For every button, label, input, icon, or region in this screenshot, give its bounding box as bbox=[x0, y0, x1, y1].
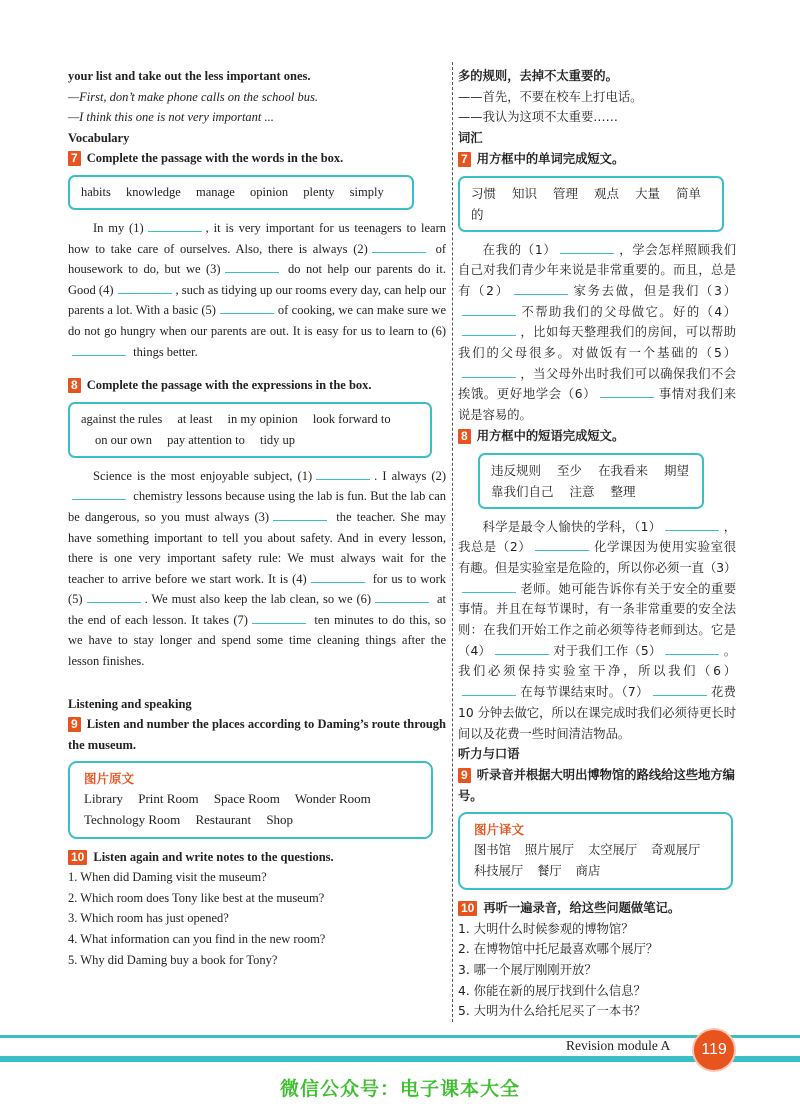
question-item: 1. 大明什么时候参观的博物馆？ bbox=[458, 921, 634, 936]
exercise-10-instruction: 10 Listen again and write notes to the questions. bbox=[68, 847, 446, 868]
word-item: simply bbox=[349, 184, 384, 199]
answer-blank[interactable] bbox=[462, 322, 516, 336]
exercise-9-instruction: 9 Listen and number the places according to Daming’s route through the museum. bbox=[68, 717, 446, 752]
answer-blank[interactable] bbox=[653, 682, 707, 696]
word-item: 简单的 bbox=[471, 185, 702, 222]
intro-line: 多的规则，去掉不太重要的。 bbox=[458, 69, 618, 83]
place-item: Wonder Room bbox=[294, 791, 371, 807]
exercise-number-badge: 9 bbox=[458, 768, 471, 783]
word-item: 大量 bbox=[635, 185, 661, 201]
expression-item: 期望 bbox=[664, 462, 690, 478]
expression-box bbox=[478, 453, 704, 509]
place-item: 商店 bbox=[575, 864, 601, 879]
answer-blank[interactable] bbox=[252, 610, 306, 624]
answer-blank[interactable] bbox=[600, 384, 654, 398]
question-item: 4. 你能在新的展厅找到什么信息？ bbox=[458, 983, 646, 998]
footer-rule bbox=[0, 1035, 800, 1038]
word-item: habits bbox=[81, 184, 111, 199]
expression-item: 至少 bbox=[557, 462, 583, 478]
vocabulary-heading: Vocabulary bbox=[68, 130, 130, 145]
answer-blank[interactable] bbox=[273, 507, 327, 521]
place-item: 太空展厅 bbox=[587, 843, 638, 858]
expression-item: 注意 bbox=[569, 483, 595, 499]
place-item: 图书馆 bbox=[474, 843, 511, 858]
expression-item: 违反规则 bbox=[491, 462, 542, 478]
exercise-7-instruction: 7 Complete the passage with the words in the box. bbox=[68, 148, 446, 169]
place-item: 餐厅 bbox=[537, 864, 562, 879]
expression-item: 在我看来 bbox=[598, 462, 649, 478]
exercise-10-instruction: 10 再听一遍录音，给这些问题做笔记。 bbox=[458, 898, 736, 919]
watermark-text: 微信公众号：电子课本大全 bbox=[279, 1078, 520, 1100]
exercise-7-passage: 在我的（1） ，学会怎样照顾我们自己对我们青少年来说是非常重要的。而且，总是有（2） 家务去做，但是我们（3）不帮助我们的父母做它。好的（4），比如每天整理我们的房间，可以帮助我们的父母很多。对做饭有一个基础的（5），当父母外出时我们可以确保我们不会挨饿。更好地学会（6） 事情对我们来说是容易的。 bbox=[458, 240, 736, 426]
intro-line: your list and take out the less important ones. bbox=[68, 69, 311, 83]
place-item: 奇观展厅 bbox=[651, 843, 701, 858]
word-item: knowledge bbox=[125, 184, 181, 199]
answer-blank[interactable] bbox=[316, 466, 370, 480]
listening-heading: Listening and speaking bbox=[68, 696, 192, 711]
place-item: Space Room bbox=[213, 791, 280, 807]
module-label: Revision module A bbox=[566, 1038, 671, 1053]
question-item: 1. When did Daming visit the museum? bbox=[68, 870, 267, 885]
question-item: 2. 在博物馆中托尼最喜欢哪个展厅？ bbox=[458, 942, 659, 957]
answer-blank[interactable] bbox=[72, 486, 126, 500]
place-item: Print Room bbox=[138, 791, 199, 807]
column-divider bbox=[452, 62, 453, 1022]
place-item: Shop bbox=[266, 812, 294, 828]
intro-line: —I think this one is not very important ... bbox=[68, 110, 274, 125]
listening-heading: 听力与口语 bbox=[458, 747, 520, 762]
answer-blank[interactable] bbox=[560, 240, 614, 254]
answer-blank[interactable] bbox=[665, 641, 719, 655]
place-item: 照片展厅 bbox=[524, 843, 575, 858]
place-item: 科技展厅 bbox=[474, 864, 524, 879]
intro-line: ——我认为这项不太重要…… bbox=[458, 110, 618, 125]
answer-blank[interactable] bbox=[311, 569, 365, 583]
word-item: 管理 bbox=[553, 185, 579, 201]
word-item: 习惯 bbox=[471, 185, 497, 201]
answer-blank[interactable] bbox=[462, 682, 516, 696]
question-item: 3. Which room has just opened? bbox=[68, 911, 229, 926]
question-item: 4. What information can you find in the new room? bbox=[68, 932, 326, 946]
question-item: 5. Why did Daming buy a book for Tony? bbox=[68, 952, 278, 967]
english-column bbox=[68, 66, 446, 970]
expression-item: on our own bbox=[95, 432, 152, 447]
answer-blank[interactable] bbox=[118, 280, 172, 294]
expression-item: look forward to bbox=[312, 411, 391, 426]
answer-blank[interactable] bbox=[462, 579, 516, 593]
word-item: plenty bbox=[303, 184, 335, 199]
word-item: 观点 bbox=[594, 185, 620, 201]
answer-blank[interactable] bbox=[225, 259, 279, 273]
answer-blank[interactable] bbox=[514, 281, 568, 295]
answer-blank[interactable] bbox=[220, 300, 274, 314]
expression-item: 靠我们自己 bbox=[491, 483, 554, 499]
exercise-8-instruction: 8 Complete the passage with the expressions in the box. bbox=[68, 375, 446, 396]
word-box bbox=[458, 176, 724, 232]
picture-box-title: 图片译文 bbox=[474, 822, 525, 838]
answer-blank[interactable] bbox=[148, 218, 202, 232]
answer-blank[interactable] bbox=[665, 517, 719, 531]
intro-line: —First, don’t make phone calls on the school bus. bbox=[68, 89, 318, 104]
answer-blank[interactable] bbox=[372, 239, 426, 253]
word-item: 知识 bbox=[512, 185, 538, 201]
footer-band bbox=[0, 1056, 800, 1062]
answer-blank[interactable] bbox=[375, 589, 429, 603]
question-item: 2. Which room does Tony like best at the museum? bbox=[68, 890, 325, 905]
exercise-7-passage: In my (1) , it is very important for us teenagers to learn how to take care of ourselves. Also, there is always (2) of housework to do, but we (3) do not help our parents do it. Good (4) , such as tidying up our rooms every day, can help our parents a lot. With a basic (5) of cooking, we can make sure we do not go hungry when our parents are out. It is easy for us to learn to (6) things better. bbox=[68, 218, 446, 362]
expression-item: at least bbox=[177, 411, 213, 426]
picture-text-box bbox=[68, 761, 433, 838]
expression-item: tidy up bbox=[259, 432, 296, 447]
exercise-8-passage: 科学是最令人愉快的学科，（1） ，我总是（2） 化学课因为使用实验室很有趣。但是实验室是危险的，所以你必须一直（3）老师。她可能告诉你有关于安全的重要事情。并且在每节课时，有一条非常重要的安全法则：在我们开始工作之前必须等待老师到达。它是（4） 对于我们工作（5） 。我们必须保持实验室干净，所以我们（6）在每节课结束时。（7） 花费 10 分钟去做它，所以在课完成时我们必须待更长时间以及花费一些时间清洁物品。 bbox=[458, 517, 736, 745]
exercise-number-badge: 10 bbox=[458, 901, 477, 916]
answer-blank[interactable] bbox=[535, 537, 589, 551]
intro-line: ——首先，不要在校车上打电话。 bbox=[458, 89, 643, 104]
expression-box bbox=[68, 402, 432, 458]
exercise-number-badge: 9 bbox=[68, 717, 81, 732]
picture-box-title: 图片原文 bbox=[84, 771, 135, 787]
expression-item: in my opinion bbox=[227, 411, 298, 426]
place-item: Restaurant bbox=[195, 812, 252, 828]
exercise-9-instruction: 9 听录音并根据大明出博物馆的路线给这些地方编号。 bbox=[458, 767, 735, 803]
exercise-number-badge: 8 bbox=[68, 378, 81, 393]
place-item: Technology Room bbox=[84, 812, 181, 828]
vocabulary-heading: 词汇 bbox=[458, 131, 483, 146]
exercise-7-instruction: 7 用方框中的单词完成短文。 bbox=[458, 149, 736, 170]
exercise-number-badge: 8 bbox=[458, 429, 471, 444]
expression-item: pay attention to bbox=[167, 432, 245, 447]
chinese-column bbox=[458, 66, 736, 1022]
exercise-8-passage: Science is the most enjoyable subject, (1) . I always (2) chemistry lessons because using the lab is fun. But the lab can be dangerous, so you must always (3) the teacher. She may have something important to tell you about safety. And in every lesson, there is one very important safety rule: We must always wait for the teacher to arrive before we start work. It is (4) for us to work (5) . We must also keep the lab clean, so we (6) at the end of each lesson. It takes (7) ten minutes to do this, so we have to stay longer and spend some time cleaning things after the lesson finishes. bbox=[68, 466, 446, 672]
answer-blank[interactable] bbox=[462, 364, 516, 378]
expression-item: against the rules bbox=[81, 411, 163, 426]
place-item: Library bbox=[84, 791, 123, 807]
exercise-number-badge: 7 bbox=[458, 152, 471, 167]
expression-item: 整理 bbox=[610, 483, 636, 499]
answer-blank[interactable] bbox=[87, 589, 141, 603]
exercise-8-instruction: 8 用方框中的短语完成短文。 bbox=[458, 426, 736, 447]
exercise-number-badge: 10 bbox=[68, 850, 87, 865]
question-item: 5. 大明为什么给托尼买了一本书？ bbox=[458, 1004, 646, 1019]
exercise-number-badge: 7 bbox=[68, 151, 81, 166]
answer-blank[interactable] bbox=[72, 342, 126, 356]
word-box bbox=[68, 175, 414, 210]
word-item: manage bbox=[195, 184, 235, 199]
word-item: opinion bbox=[249, 184, 289, 199]
question-item: 3. 哪一个展厅刚刚开放？ bbox=[458, 962, 597, 977]
answer-blank[interactable] bbox=[495, 641, 549, 655]
answer-blank[interactable] bbox=[462, 302, 516, 316]
page-number: 119 bbox=[692, 1028, 736, 1072]
picture-text-box bbox=[458, 812, 733, 889]
